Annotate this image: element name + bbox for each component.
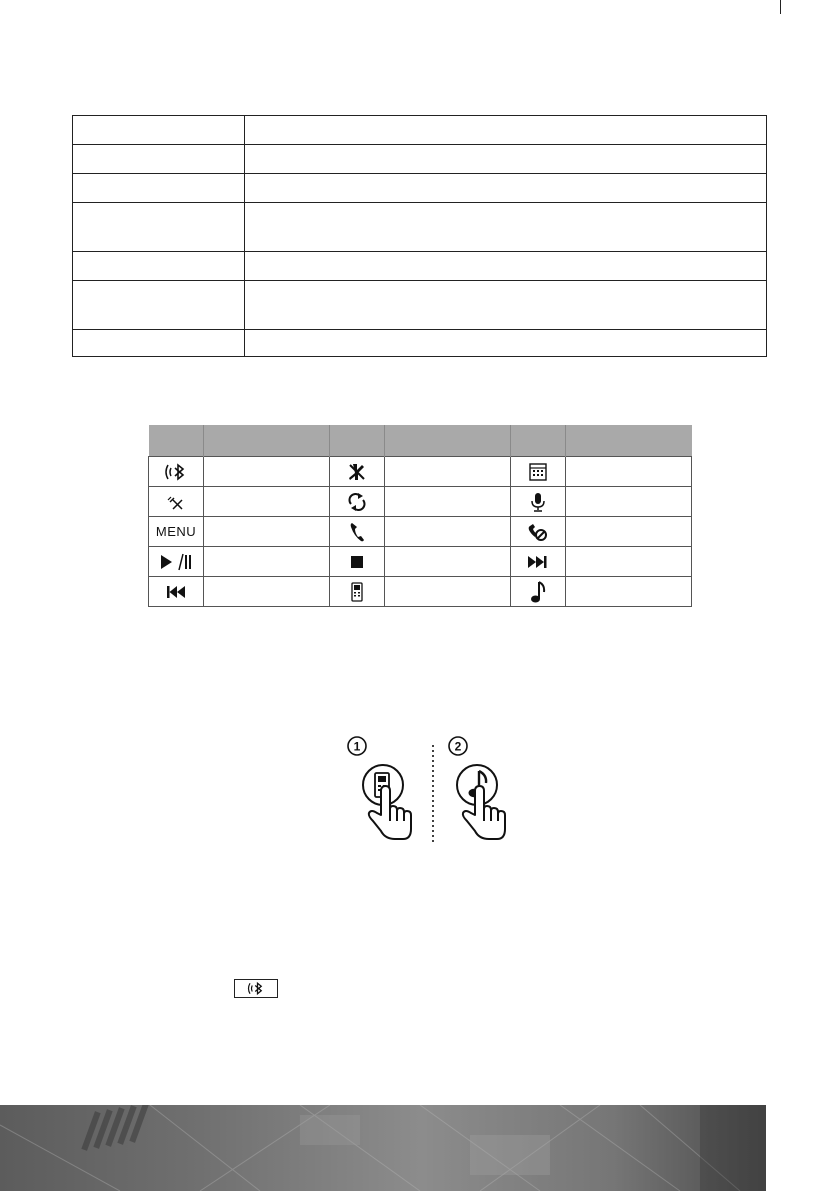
spec-label <box>73 116 245 145</box>
bluetooth-icon <box>244 981 268 996</box>
repeat-icon <box>330 487 385 517</box>
svg-text:2: 2 <box>454 739 462 754</box>
header-cell <box>511 425 566 457</box>
next-track-icon <box>511 547 566 577</box>
play-pause-icon <box>149 547 204 577</box>
spec-value <box>245 116 767 145</box>
spec-label <box>73 281 245 330</box>
table-row <box>73 330 767 357</box>
legend-label <box>385 487 511 517</box>
legend-label <box>385 547 511 577</box>
crop-mark <box>780 0 781 14</box>
previous-track-icon <box>149 577 204 607</box>
table-row <box>73 116 767 145</box>
legend-label <box>204 577 330 607</box>
table-row <box>149 517 692 547</box>
legend-label <box>385 517 511 547</box>
mute-icon <box>330 457 385 487</box>
footer-decorative-band <box>0 1105 766 1191</box>
music-note-icon <box>511 577 566 607</box>
legend-label <box>566 517 692 547</box>
spec-label <box>73 252 245 281</box>
header-cell <box>385 425 511 457</box>
spec-value <box>245 330 767 357</box>
legend-label <box>204 457 330 487</box>
table-row <box>73 145 767 174</box>
table-row <box>73 203 767 252</box>
step-1-number <box>348 737 366 755</box>
legend-label <box>566 547 692 577</box>
legend-label <box>204 517 330 547</box>
keypad-icon <box>511 457 566 487</box>
spec-label <box>73 203 245 252</box>
menu-label: MENU <box>155 523 197 539</box>
bluetooth-icon <box>149 457 204 487</box>
legend-label <box>385 577 511 607</box>
legend-label <box>204 487 330 517</box>
legend-label <box>566 577 692 607</box>
table-header-row <box>149 425 692 457</box>
legend-label <box>566 457 692 487</box>
table-row <box>149 577 692 607</box>
legend-label <box>385 457 511 487</box>
mobile-phone-icon <box>330 577 385 607</box>
spec-label <box>73 145 245 174</box>
table-row <box>149 457 692 487</box>
table-row <box>149 547 692 577</box>
spec-label <box>73 330 245 357</box>
table-row <box>149 487 692 517</box>
header-cell <box>566 425 692 457</box>
spec-value <box>245 174 767 203</box>
header-cell <box>204 425 330 457</box>
table-row <box>73 281 767 330</box>
bluetooth-button-icon <box>234 979 278 998</box>
svg-text:1: 1 <box>353 739 361 754</box>
microphone-icon <box>511 487 566 517</box>
table-row <box>73 252 767 281</box>
stop-icon <box>330 547 385 577</box>
spec-value <box>245 252 767 281</box>
table-row <box>73 174 767 203</box>
spec-table <box>72 115 767 357</box>
disconnect-icon <box>149 487 204 517</box>
phone-hangup-icon <box>511 517 566 547</box>
spec-label <box>73 174 245 203</box>
spec-value <box>245 145 767 174</box>
phone-answer-icon <box>330 517 385 547</box>
step-2-number <box>449 737 467 755</box>
header-cell <box>149 425 204 457</box>
spec-value <box>245 203 767 252</box>
legend-label <box>204 547 330 577</box>
touch-steps-illustration <box>345 735 515 845</box>
menu-text-icon <box>149 517 204 547</box>
header-cell <box>330 425 385 457</box>
icon-legend-table <box>148 425 692 607</box>
legend-label <box>566 487 692 517</box>
spec-value <box>245 281 767 330</box>
